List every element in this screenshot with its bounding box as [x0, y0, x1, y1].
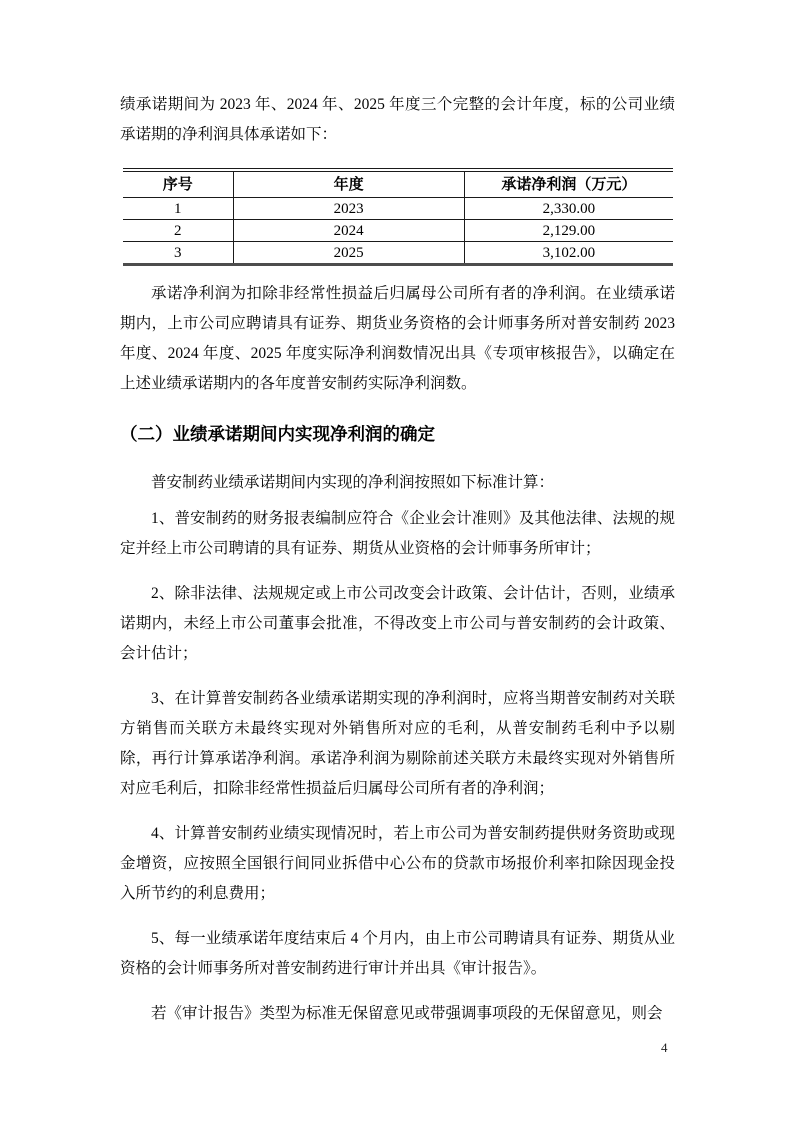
- paragraph-intro: 绩承诺期间为 2023 年、2024 年、2025 年度三个完整的会计年度，标的公司业绩承诺期的净利润具体承诺如下：: [120, 96, 675, 143]
- table-header-promised-profit: 承诺净利润（万元）: [464, 170, 673, 198]
- profit-commitment-table: [123, 168, 673, 266]
- paragraph-commit-definition: 承诺净利润为扣除非经常性损益后归属母公司所有者的净利润。在业绩承诺期内，上市公司应聘请具有证券、期货业务资格的会计师事务所对普安制药 2023 年度、2024 年度、2025 年度实际净利润数情况出具《专项审核报告》，以确定在上述业绩承诺期内的各年度普安制药实际净利润数。: [120, 285, 675, 392]
- paragraph-item-1: 1、普安制药的财务报表编制应符合《企业会计准则》及其他法律、法规的规定并经上市公司聘请的具有证券、期货从业资格的会计师事务所审计；: [120, 510, 675, 557]
- cell-seq: 1: [123, 198, 233, 220]
- table-row: [123, 198, 673, 220]
- cell-year: 2024: [233, 220, 464, 242]
- cell-profit: 2,330.00: [464, 198, 673, 220]
- paragraph-item-5: 5、每一业绩承诺年度结束后 4 个月内，由上市公司聘请具有证券、期货从业资格的会计师事务所对普安制药进行审计并出具《审计报告》。: [120, 930, 675, 977]
- cell-year: 2023: [233, 198, 464, 220]
- cell-seq: 3: [123, 242, 233, 265]
- paragraph-item-2: 2、除非法律、法规规定或上市公司改变会计政策、会计估计，否则，业绩承诺期内，未经上市公司董事会批准，不得改变上市公司与普安制药的会计政策、会计估计；: [120, 585, 675, 662]
- cell-profit: 3,102.00: [542, 244, 596, 261]
- cell-year: 2025: [233, 242, 464, 265]
- cell-seq: 2: [123, 220, 233, 242]
- page-number: 4: [661, 1040, 668, 1055]
- paragraph-calc-standard: 普安制药业绩承诺期间内实现的净利润按照如下标准计算：: [151, 474, 555, 491]
- table-row: [123, 242, 673, 265]
- paragraph-item-4: 4、计算普安制药业绩实现情况时，若上市公司为普安制药提供财务资助或现金增资，应按照全国银行间同业拆借中心公布的贷款市场报价利率扣除因现金投入所节约的利息费用；: [120, 825, 675, 902]
- section-heading-realized-profit: （二）业绩承诺期间内实现净利润的确定: [120, 424, 435, 444]
- table-row: [123, 220, 673, 242]
- table-header-year: 年度: [233, 170, 464, 198]
- cell-profit: 2,129.00: [464, 220, 673, 242]
- paragraph-item-3: 3、在计算普安制药各业绩承诺期实现的净利润时，应将当期普安制药对关联方销售而关联方未最终实现对外销售所对应的毛利，从普安制药毛利中予以剔除，再行计算承诺净利润。承诺净利润为剔除前述关联方未最终实现对外销售所对应毛利后，扣除非经常性损益后归属母公司所有者的净利润；: [120, 690, 675, 797]
- table-header-seq: 序号: [123, 170, 233, 198]
- page-content: [120, 90, 675, 1029]
- table-header-row: [123, 170, 673, 198]
- paragraph-audit-opinion: 若《审计报告》类型为标准无保留意见或带强调事项段的无保留意见，则会: [151, 1005, 663, 1022]
